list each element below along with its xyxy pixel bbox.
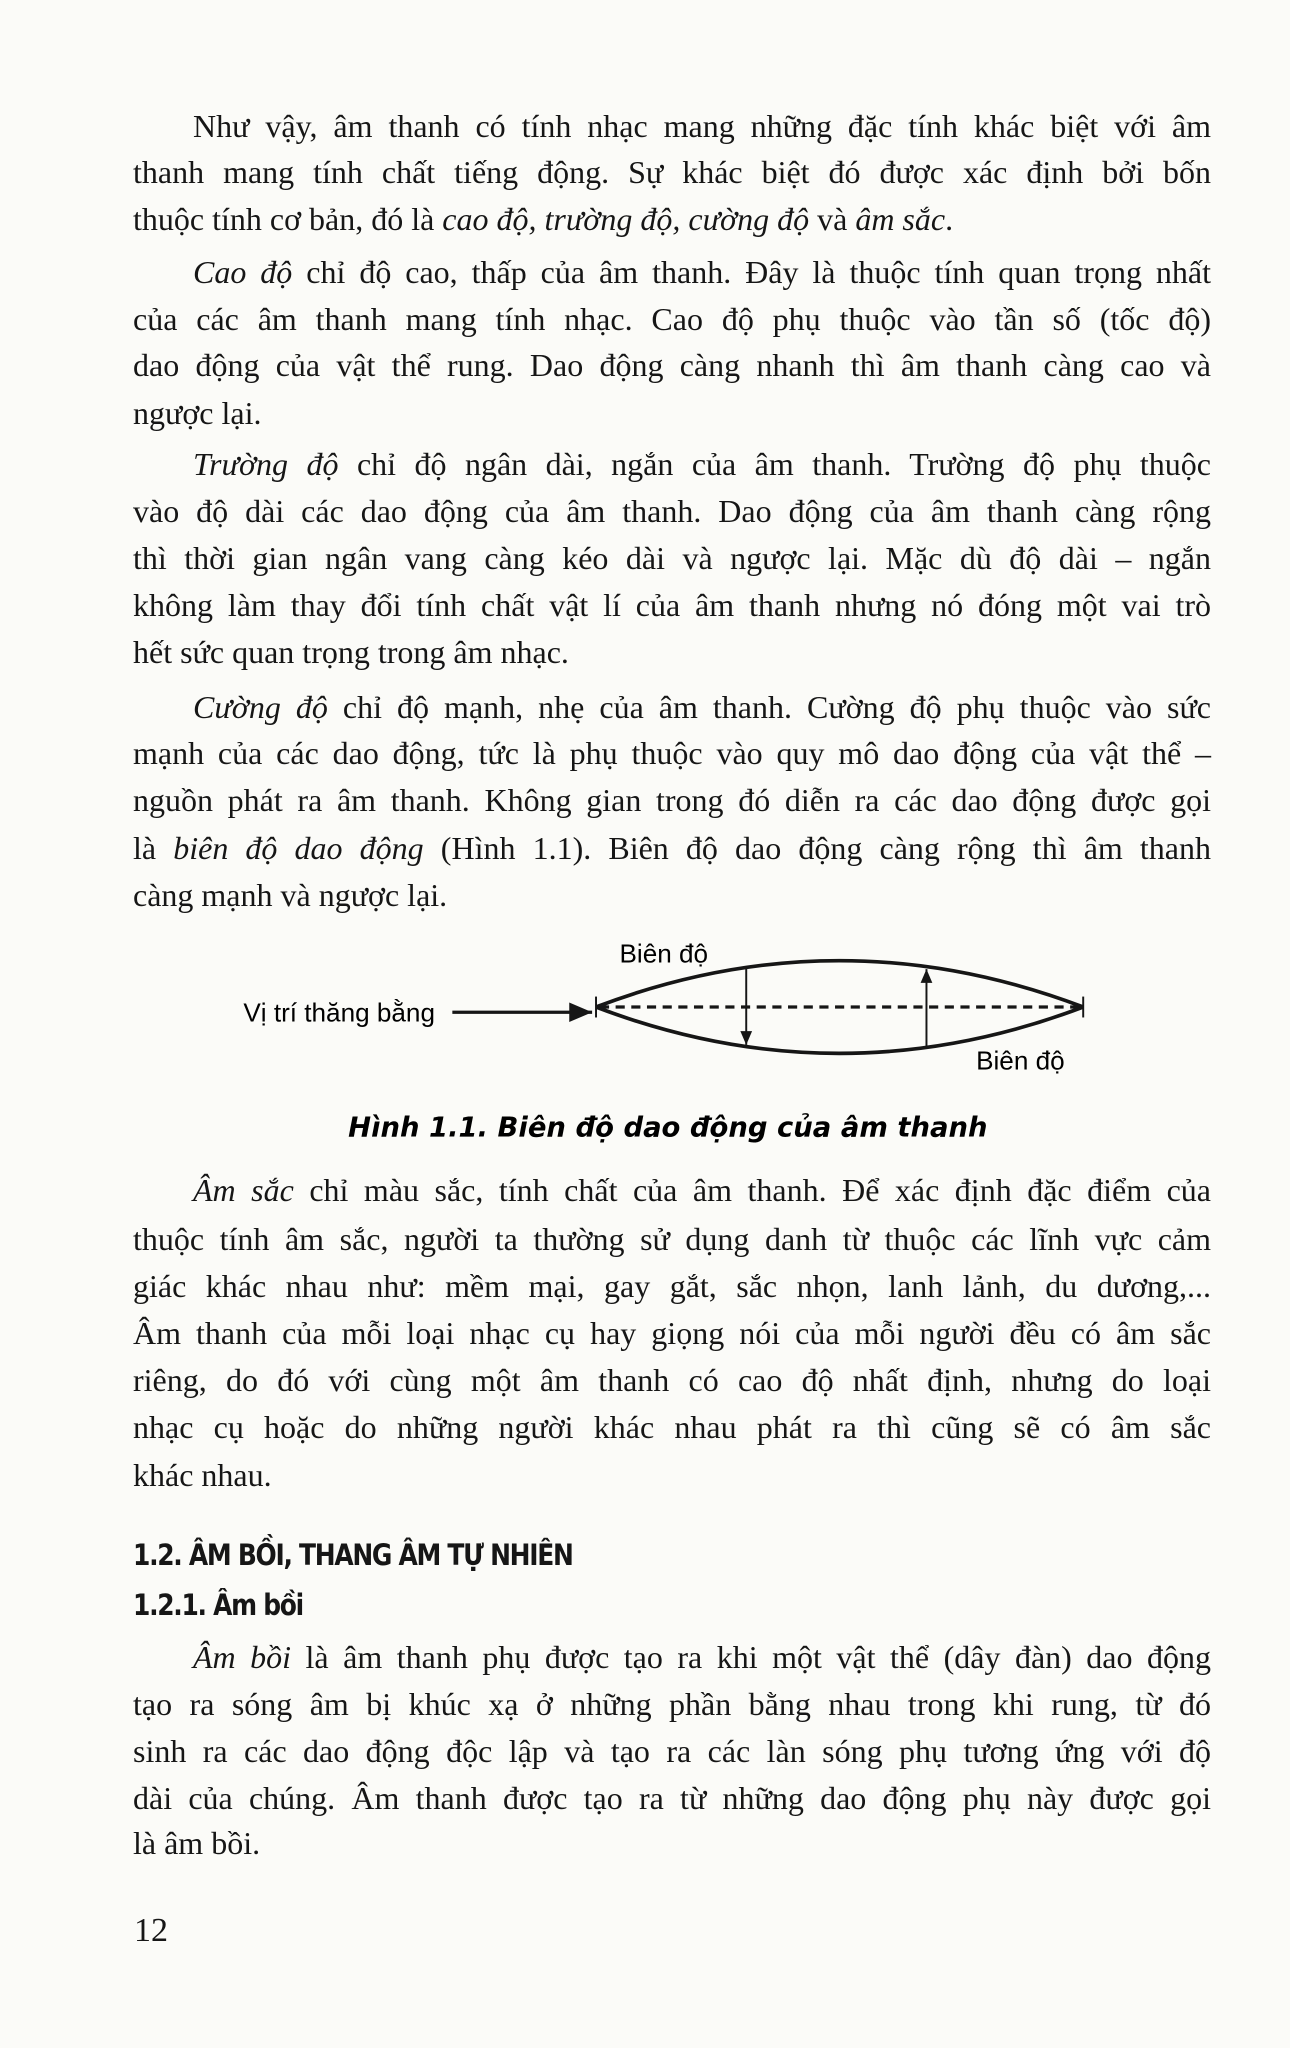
text-segment: dao động của vật thể rung. Dao động càng nhanh thì âm thanh càng cao và <box>133 346 1211 383</box>
subsection-heading: 1.2.1. Âm bồi <box>133 1588 303 1622</box>
text-segment: ngược lại. <box>133 395 262 432</box>
text-segment: hết sức quan trọng trong âm nhạc. <box>133 634 569 671</box>
text-segment: càng mạnh và ngược lại. <box>133 877 448 914</box>
italic-term: Cao độ <box>193 254 293 291</box>
amplitude-label-bottom: Biên độ <box>976 1045 1065 1076</box>
italic-term: Âm bồi <box>193 1638 292 1675</box>
italic-term: cao độ, trường độ, cường độ <box>442 200 810 237</box>
italic-term: Cường độ <box>193 689 328 726</box>
text-segment: là âm bồi. <box>133 1825 261 1862</box>
text-segment: là âm thanh phụ được tạo ra khi một vật thể (dây đàn) dao động <box>291 1638 1212 1675</box>
italic-term: biên độ dao động <box>173 830 424 867</box>
text-segment: vào độ dài các dao động của âm thanh. Dao động của âm thanh càng rộng <box>133 493 1211 530</box>
text-segment: khác nhau. <box>133 1457 272 1494</box>
text-segment: riêng, do đó với cùng một âm thanh có cao độ nhất định, nhưng do loại <box>133 1361 1211 1398</box>
text-segment: thì thời gian ngân vang càng kéo dài và ngược lại. Mặc dù độ dài – ngắn <box>133 540 1211 577</box>
text-segment: nguồn phát ra âm thanh. Không gian trong đó diễn ra các dao động được gọi <box>133 781 1211 818</box>
amplitude-label-top: Biên độ <box>619 938 709 969</box>
text-segment: thuộc tính cơ bản, đó là <box>133 200 443 237</box>
text-segment: mạnh của các dao động, tức là phụ thuộc vào quy mô dao động của vật thể – <box>133 734 1211 771</box>
text-segment: thanh mang tính chất tiếng động. Sự khác biệt đó được xác định bởi bốn <box>133 153 1211 190</box>
text-segment: tạo ra sóng âm bị khúc xạ ở những phần bằng nhau trong khi rung, từ đó <box>133 1685 1211 1722</box>
text-segment: sinh ra các dao động độc lập và tạo ra các làn sóng phụ tương ứng với độ <box>133 1732 1211 1769</box>
text-segment: của các âm thanh mang tính nhạc. Cao độ phụ thuộc vào tần số (tốc độ) <box>133 301 1211 338</box>
text-segment: thuộc tính âm sắc, người ta thường sử dụng danh từ thuộc các lĩnh vực cảm <box>133 1220 1211 1257</box>
text-segment: (Hình 1.1). Biên độ dao động càng rộng thì âm thanh <box>423 830 1212 867</box>
figure-caption: Hình 1.1. Biên độ dao động của âm thanh <box>348 1112 988 1144</box>
text-segment: chỉ độ mạnh, nhẹ của âm thanh. Cường độ phụ thuộc vào sức <box>327 689 1212 726</box>
italic-term: Âm sắc <box>193 1172 294 1209</box>
text-segment: Như vậy, âm thanh có tính nhạc mang những đặc tính khác biệt với âm <box>193 107 1211 144</box>
text-segment: . <box>945 200 954 237</box>
text-segment: là <box>133 830 174 867</box>
text-segment: dài của chúng. Âm thanh được tạo ra từ những dao động phụ này được gọi <box>133 1779 1211 1816</box>
equilibrium-label: Vị trí thăng bằng <box>243 997 435 1028</box>
text-segment: chỉ độ cao, thấp của âm thanh. Đây là thuộc tính quan trọng nhất <box>292 254 1212 291</box>
italic-term: Trường độ <box>193 446 339 483</box>
italic-term: âm sắc <box>855 200 946 237</box>
section-heading: 1.2. ÂM BỒI, THANG ÂM TỰ NHIÊN <box>133 1538 573 1572</box>
text-segment: chỉ độ ngân dài, ngắn của âm thanh. Trường độ phụ thuộc <box>338 446 1212 483</box>
page-number: 12 <box>134 1912 168 1949</box>
text-segment: không làm thay đổi tính chất vật lí của âm thanh nhưng nó đóng một vai trò <box>133 587 1211 624</box>
text-segment: Âm thanh của mỗi loại nhạc cụ hay giọng nói của mỗi người đều có âm sắc <box>133 1314 1211 1351</box>
text-segment: nhạc cụ hoặc do những người khác nhau phát ra thì cũng sẽ có âm sắc <box>133 1408 1211 1445</box>
text-segment: chỉ màu sắc, tính chất của âm thanh. Để xác định đặc điểm của <box>293 1172 1212 1209</box>
text-segment: và <box>809 200 856 237</box>
text-segment: giác khác nhau như: mềm mại, gay gắt, sắc nhọn, lanh lảnh, du dương,... <box>133 1267 1211 1304</box>
